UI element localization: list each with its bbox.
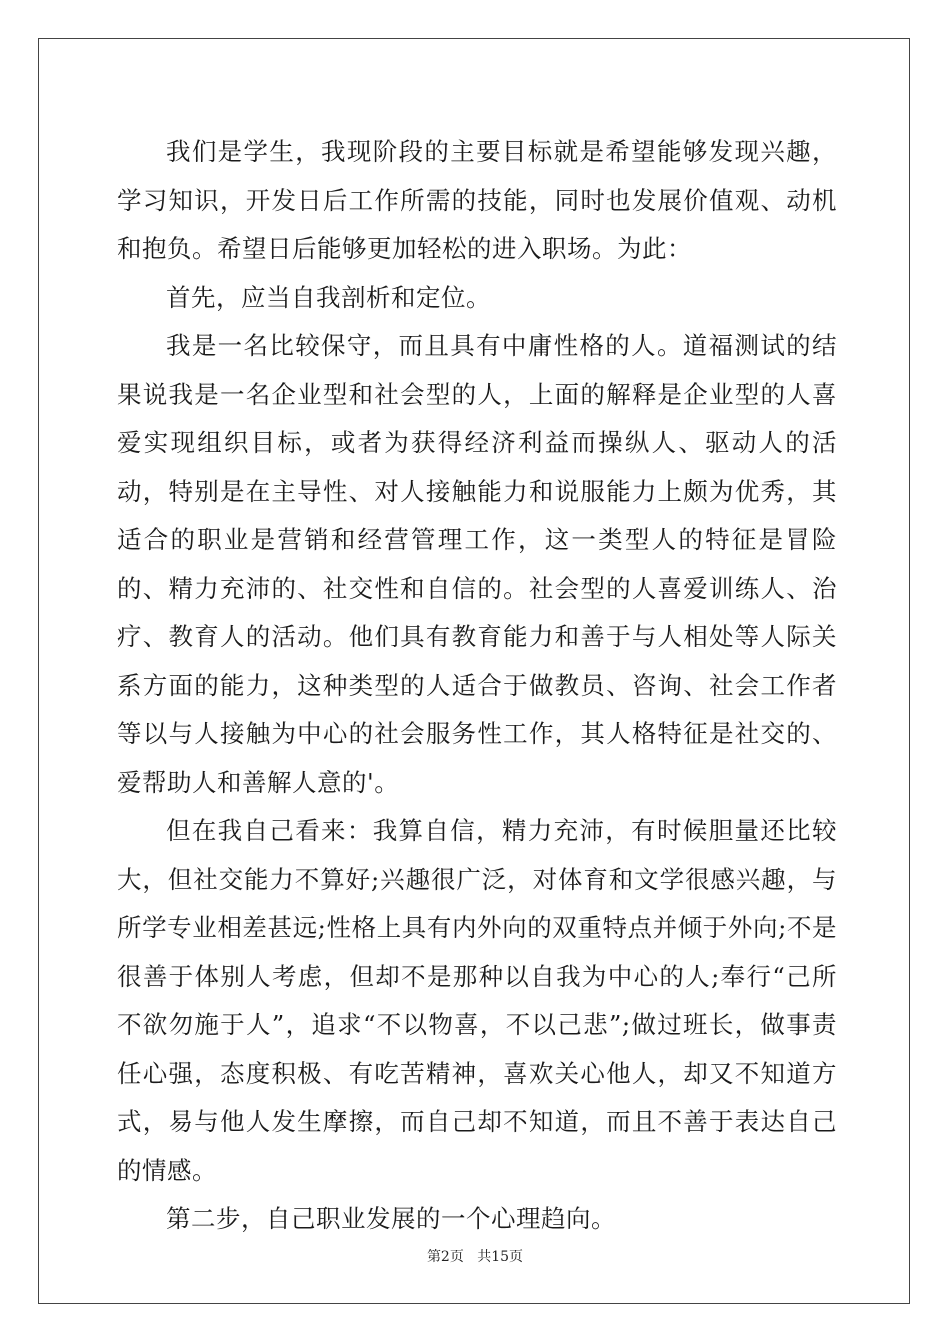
paragraph: 首先，应当自我剖析和定位。 xyxy=(166,282,491,312)
page-footer xyxy=(0,1246,950,1266)
total-pages: 共15页 xyxy=(477,1249,524,1265)
paragraph: 但在我自己看来：我算自信，精力充沛，有时候胆量还比较大，但社交能力不算好;兴趣很广泛，对体育和文学很感兴趣，与所学专业相差甚远;性格上具有内外向的双重特点并倾于外向;不是很善于体别人考虑，但却不是那种以自我为中心的人;奉行“己所不欲勿施于人”，追求“不以物喜，不以己悲”;做过班长，做事责任心强，态度积极、有吃苦精神，喜欢关心他人，却又不知道方式，易与他人发生摩擦，而自己却不知道，而且不善于表达自己的情感。 xyxy=(117,816,837,1185)
paragraph: 我们是学生，我现阶段的主要目标就是希望能够发现兴趣，学习知识，开发日后工作所需的技能，同时也发展价值观、动机和抱负。希望日后能够更加轻松的进入职场。为此： xyxy=(117,137,837,263)
paragraph: 第二步，自己职业发展的一个心理趋向。 xyxy=(166,1204,616,1233)
page-number: 第2页 xyxy=(426,1249,464,1265)
document-body xyxy=(117,128,837,1244)
paragraph: 我是一名比较保守，而且具有中庸性格的人。道福测试的结果说我是一名企业型和社会型的人，上面的解释是企业型的人喜爱实现组织目标，或者为获得经济利益而操纵人、驱动人的活动，特别是在主导性、对人接触能力和说服能力上颇为优秀，其适合的职业是营销和经营管理工作，这一类型人的特征是冒险的、精力充沛的、社交性和自信的。社会型的人喜爱训练人、治疗、教育人的活动。他们具有教育能力和善于与人相处等人际关系方面的能力，这种类型的人适合于做教员、咨询、社会工作者等以与人接触为中心的社会服务性工作，其人格特征是社交的、爱帮助人和善解人意的'。 xyxy=(117,331,837,797)
